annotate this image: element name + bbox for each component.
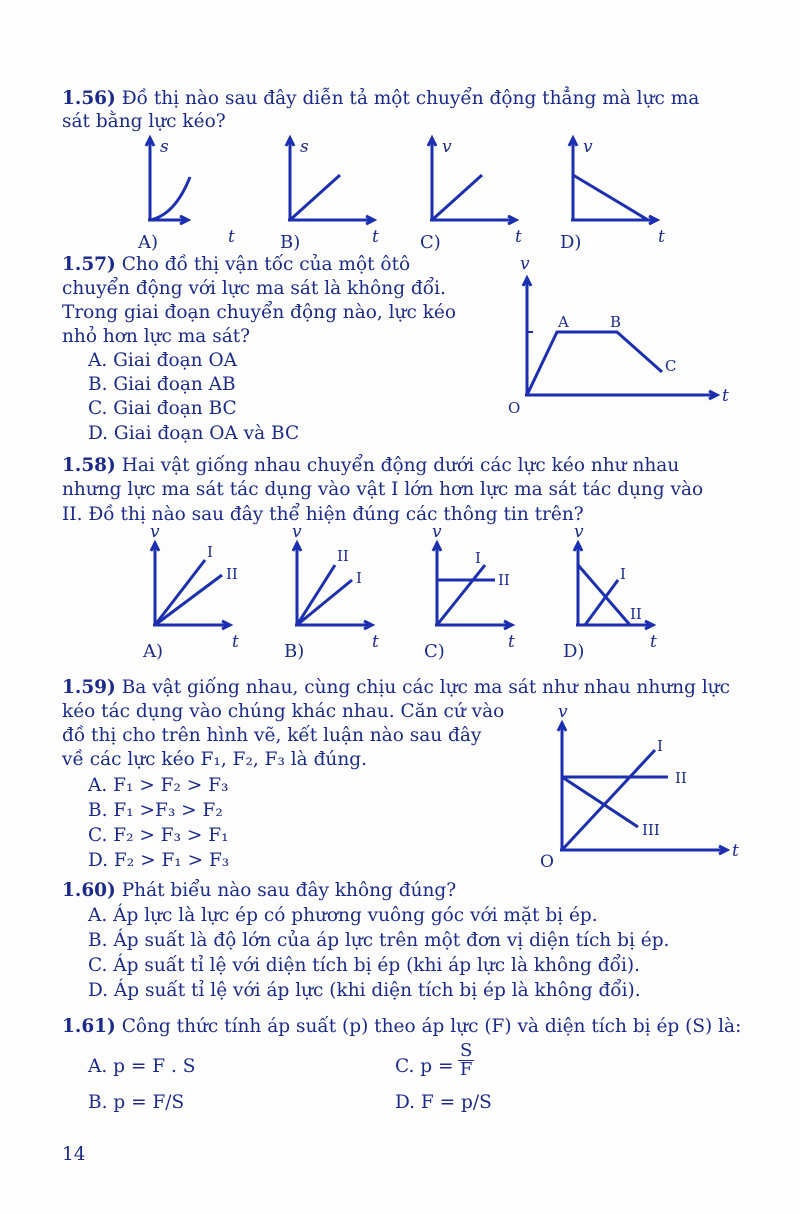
graph-label: II [337, 547, 349, 565]
graph-label: B [610, 313, 622, 331]
option-a-label: A) [143, 641, 164, 662]
q161-option-b: B. p = F/S [88, 1092, 185, 1113]
graph-label: v [558, 702, 568, 722]
option-c-label: C) [424, 641, 445, 662]
q161-option-a: A. p = F . S [88, 1056, 196, 1077]
q160-option-d: D. Áp suất tỉ lệ với áp lực (khi diện tích bị ép là không đổi). [88, 980, 641, 1001]
graph-line [150, 177, 190, 220]
graph-line [562, 777, 638, 827]
axis-label: t [515, 227, 522, 247]
graph-label: v [574, 522, 584, 542]
graph-label: II [675, 769, 687, 787]
q159-option-a: A. F₁ > F₂ > F₃ [88, 775, 229, 796]
q159-option-c: C. F₂ > F₃ > F₁ [88, 825, 229, 846]
q159-line1 [62, 677, 730, 698]
q157-option-c: C. Giai đoạn BC [88, 398, 237, 419]
option-b-label: B) [284, 641, 305, 662]
graph-label: t [372, 632, 379, 652]
graph-label: C [665, 357, 677, 375]
q157-line3: Trong giai đoạn chuyển động nào, lực kéo [62, 302, 457, 323]
question-number: 1.59) [62, 677, 116, 698]
question-text: Hai vật giống nhau chuyển động dưới các lực kéo như nhau [121, 455, 680, 476]
axis-label: t [658, 227, 665, 247]
graph-label: t [508, 632, 515, 652]
denominator: F [459, 1059, 473, 1080]
question-number: 1.56) [62, 88, 116, 109]
graph-label: I [356, 569, 362, 587]
q159-option-d: D. F₂ > F₁ > F₃ [88, 850, 230, 871]
graph-label: t [732, 841, 739, 861]
graph-line [585, 580, 618, 625]
graph-line [437, 565, 485, 625]
axis-label: t [228, 227, 235, 247]
graph-d [574, 522, 657, 652]
question-number: 1.57) [62, 254, 116, 275]
graph-label: t [722, 386, 729, 406]
axis-label: v [442, 137, 452, 157]
option-d-label: D) [560, 232, 582, 253]
q158-line3: II. Đồ thị nào sau đây thể hiện đúng các thông tin trên? [62, 504, 584, 525]
q159-graph [540, 702, 760, 875]
graph-b [292, 522, 379, 652]
q161-option-d: D. F = p/S [395, 1092, 492, 1113]
graph-label: I [620, 565, 626, 583]
graph-label: I [207, 543, 213, 561]
graph-label: I [475, 549, 481, 567]
question-text: Công thức tính áp suất (p) theo áp lực (F) và diện tích bị ép (S) là: [121, 1016, 742, 1037]
option-d-label: D) [563, 641, 585, 662]
q159-line4: về các lực kéo F₁, F₂, F₃ là đúng. [62, 749, 367, 770]
question-number: 1.61) [62, 1016, 116, 1037]
graph-c [428, 137, 522, 247]
graph-label: v [150, 522, 160, 542]
q159-option-b: B. F₁ >F₃ > F₂ [88, 800, 223, 821]
q157-option-b: B. Giai đoạn AB [88, 374, 236, 395]
q160-option-b: B. Áp suất là độ lớn của áp lực trên một đơn vị diện tích bị ép. [88, 930, 670, 951]
fraction-s-over-f [458, 1042, 474, 1079]
graph-line [297, 580, 352, 625]
q158-line1 [62, 455, 679, 476]
graph-label: I [657, 737, 663, 755]
graph-c [432, 522, 515, 652]
question-number: 1.60) [62, 880, 116, 901]
graph-a [146, 137, 235, 247]
graph-label: III [642, 821, 660, 839]
graph-label: v [292, 522, 302, 542]
q159-line3: đồ thị cho trên hình vẽ, kết luận nào sau đây [62, 725, 482, 746]
option-c-label: C) [420, 232, 441, 253]
axis-label: t [372, 227, 379, 247]
q159-line2: kéo tác dụng vào chúng khác nhau. Căn cứ vào [62, 701, 505, 722]
graph-line [432, 175, 482, 220]
q157-line1 [62, 254, 410, 275]
graph-line [290, 175, 340, 220]
graph-label: II [226, 565, 238, 583]
q160-line1 [62, 880, 456, 901]
q157-option-d: D. Giai đoạn OA và BC [88, 423, 300, 444]
numerator: S [460, 1040, 473, 1061]
question-text: Phát biểu nào sau đây không đúng? [121, 880, 457, 901]
graph-b [286, 137, 379, 247]
q158-graphs [0, 522, 800, 655]
axis-label: s [300, 137, 309, 157]
graph-a [150, 522, 239, 652]
axis-label: s [160, 137, 169, 157]
graph-label: II [498, 571, 510, 589]
q156-line2: sát bằng lực kéo? [62, 111, 226, 132]
graph-line [573, 175, 648, 220]
q157-line2: chuyển động với lực ma sát là không đổi. [62, 278, 446, 299]
q160-option-a: A. Áp lực là lực ép có phương vuông góc với mặt bị ép. [88, 905, 598, 926]
q158-line2: nhưng lực ma sát tác dụng vào vật I lớn hơn lực ma sát tác dụng vào [62, 479, 704, 500]
graph-label: O [540, 852, 554, 872]
axis-label: v [583, 137, 593, 157]
graph-label: v [432, 522, 442, 542]
graph-label: A [558, 313, 569, 331]
option-b-label: B) [280, 232, 301, 253]
page-number: 14 [62, 1144, 86, 1165]
q161-line1 [62, 1016, 741, 1037]
question-text: Ba vật giống nhau, cùng chịu các lực ma sát như nhau nhưng lực [121, 677, 731, 698]
q161-option-c: C. p = [395, 1056, 454, 1077]
question-number: 1.58) [62, 455, 116, 476]
q156-line1 [62, 88, 699, 109]
q157-line4: nhỏ hơn lực ma sát? [62, 326, 251, 347]
graph-label: O [508, 399, 521, 417]
q160-option-c: C. Áp suất tỉ lệ với diện tích bị ép (khi áp lực là không đổi). [88, 955, 640, 976]
graph-label: v [520, 254, 530, 274]
graph-line [527, 332, 662, 395]
q157-option-a: A. Giai đoạn OA [88, 350, 237, 371]
graph-label: t [232, 632, 239, 652]
option-a-label: A) [138, 232, 159, 253]
question-text: Đồ thị nào sau đây diễn tả một chuyển động thẳng mà lực ma [121, 88, 700, 109]
graph-d [569, 137, 665, 247]
graph-label: II [630, 605, 642, 623]
graph-label: t [650, 632, 657, 652]
graph-line [297, 565, 335, 625]
q157-graph [500, 255, 740, 415]
question-text: Cho đồ thị vận tốc của một ôtô [121, 254, 411, 275]
q156-graphs [0, 130, 800, 260]
